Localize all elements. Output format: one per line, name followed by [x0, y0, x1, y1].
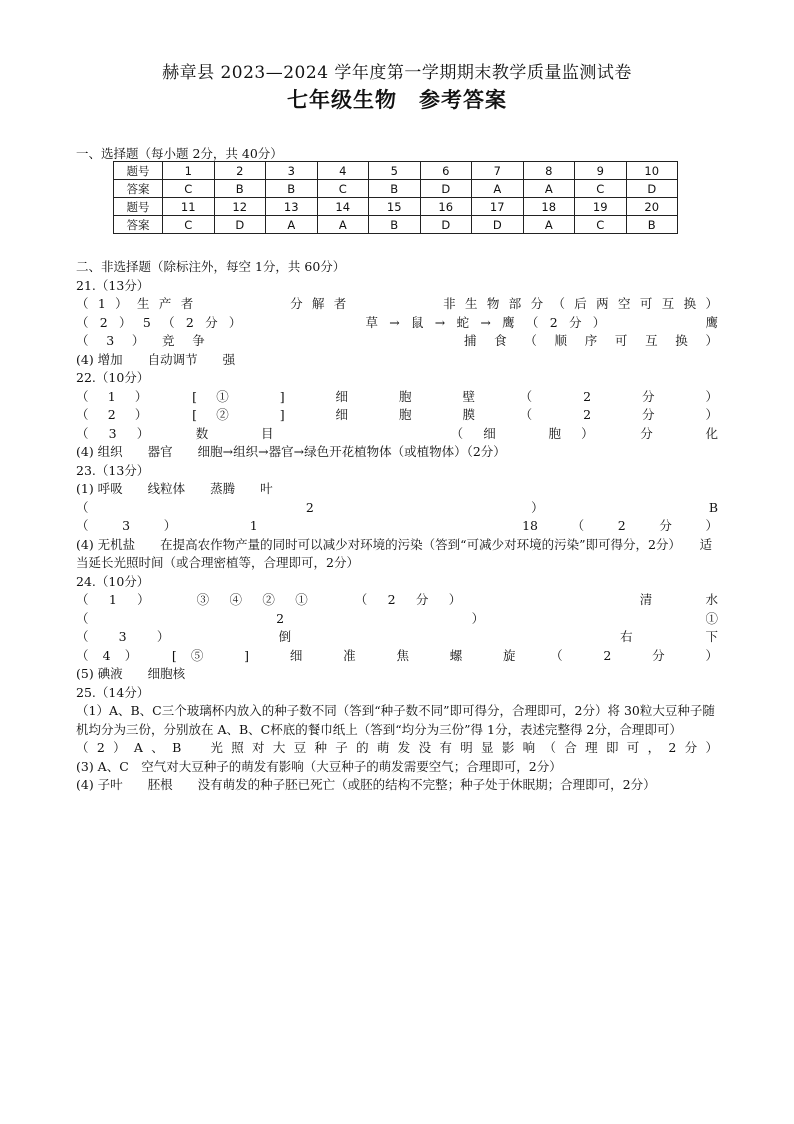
answer-table-cell: 6 — [420, 162, 472, 180]
answer-table-cell: 1 — [163, 162, 215, 180]
answer-table-row-label: 题号 — [114, 162, 163, 180]
answer-table-row-label: 答案 — [114, 180, 163, 198]
answer-table-cell: A — [266, 216, 318, 234]
answer-table-cell: D — [626, 180, 678, 198]
answer-table-cell: 2 — [214, 162, 266, 180]
answer-line: (4) 组织 器官 细胞→组织→器官→绿色开花植物体（或植物体）（2分） — [76, 444, 506, 459]
answer-table-row — [114, 216, 678, 234]
answer-table-cell: 7 — [472, 162, 524, 180]
answer-line: (4) 子叶 胚根 没有萌发的种子胚已死亡（或胚的结构不完整；种子处于休眠期；合理即可，2分） — [76, 777, 656, 792]
section-two — [76, 258, 718, 795]
section-two-answers — [76, 277, 718, 795]
answer-table-cell: 11 — [163, 198, 215, 216]
answer-line: 22.（10分） — [76, 370, 150, 385]
answer-table-cell: A — [523, 216, 575, 234]
answer-table-cell: A — [472, 180, 524, 198]
answer-table-cell: B — [369, 216, 421, 234]
exam-title: 赫章县 2023—2024 学年度第一学期期末教学质量监测试卷 — [162, 63, 632, 83]
answer-table-cell: 12 — [214, 198, 266, 216]
answer-table-cell: 15 — [369, 198, 421, 216]
answer-line: （2） [② ] 细 胞 膜 （ 2 分 ） — [76, 407, 718, 422]
answer-table-cell: 10 — [626, 162, 678, 180]
answer-table-cell: 17 — [472, 198, 524, 216]
answer-table-row-label: 答案 — [114, 216, 163, 234]
answer-table-cell: D — [420, 216, 472, 234]
answer-line: （2）5（2分） 草→鼠→蛇→鹰（2分） 鹰 — [76, 314, 718, 330]
answer-table-cell: 5 — [369, 162, 421, 180]
answer-table-cell: 9 — [575, 162, 627, 180]
answer-key-title: 七年级生物 参考答案 — [287, 87, 507, 112]
answer-table-cell: D — [214, 216, 266, 234]
answer-line: 23.（13分） — [76, 462, 150, 478]
answer-table-cell: D — [420, 180, 472, 198]
answer-table-cell: 3 — [266, 162, 318, 180]
answer-line: （1）生产者 分解者 非生物部分（后两空可互换） — [76, 296, 718, 311]
answer-table-cell: C — [317, 180, 369, 198]
answer-table-cell: C — [163, 216, 215, 234]
answer-line: 21.（13分） — [76, 277, 150, 293]
answer-table-row — [114, 162, 678, 180]
answer-line: （3） 数 目 （细 胞） 分 化 — [76, 425, 718, 441]
section-two-heading: 二、非选择题（除标注外，每空 1分，共 60分） — [76, 259, 346, 274]
answer-line: (3) A、C 空气对大豆种子的萌发有影响（大豆种子的萌发需要空气；合理即可，2分） — [76, 758, 562, 774]
answer-line: （1） ③④②① （2分） 清 水 — [76, 592, 718, 607]
answer-table-cell: B — [626, 216, 678, 234]
answer-table-cell: 4 — [317, 162, 369, 180]
answer-table-cell: C — [575, 216, 627, 234]
answer-table-cell: 20 — [626, 198, 678, 216]
answer-line: （ 2 ） B — [76, 499, 718, 515]
answer-line: （3） 1 18（2分） — [76, 518, 718, 533]
answer-line: （4） [⑤ ] 细 准 焦 螺 旋 （ 2 分 ） — [76, 647, 718, 663]
answer-table-cell: B — [266, 180, 318, 198]
answer-table-row-label: 题号 — [114, 198, 163, 216]
answer-table-cell: 14 — [317, 198, 369, 216]
answer-table-row — [114, 198, 678, 216]
answer-line: (4) 增加 自动调节 强 — [76, 351, 236, 367]
answer-line: (5) 碘液 细胞核 — [76, 666, 186, 681]
answer-table-cell: 8 — [523, 162, 575, 180]
answer-table-cell: 13 — [266, 198, 318, 216]
answer-table-row — [114, 180, 678, 198]
answer-table-cell: C — [575, 180, 627, 198]
answer-table-cell: A — [523, 180, 575, 198]
answer-line: 25.（14分） — [76, 684, 150, 700]
answer-table-cell: B — [214, 180, 266, 198]
section-one-heading: 一、选择题（每小题 2分，共 40分） — [76, 146, 283, 161]
answer-table-cell: 19 — [575, 198, 627, 216]
answer-line: （1） [① ] 细 胞 壁 （ 2 分 ） — [76, 388, 718, 404]
answer-line: (1) 呼吸 线粒体 蒸腾 叶 — [76, 481, 273, 496]
answer-table-cell: B — [369, 180, 421, 198]
answer-line: （3）竞争 捕食（顺序可互换） — [76, 333, 718, 348]
answer-line: 24.（10分） — [76, 573, 150, 589]
answer-table-cell: D — [472, 216, 524, 234]
answer-line: （ 2 ） ① — [76, 610, 718, 626]
answer-table-cell: C — [163, 180, 215, 198]
answer-line: (4) 无机盐 在提高农作物产量的同时可以减少对环境的污染（答到“可减少对环境的污染”即可得分，2分） 适当延长光照时间（或合理密植等，合理即可，2分） — [76, 536, 713, 570]
answer-line: （1）A、B、C三个玻璃杯内放入的种子数不同（答到“种子数不同”即可得分，合理即可，2分）将 30粒大豆种子随机均分为三份，分别放在 A、B、C杯底的餐巾纸上（答到“均分为三份”得 1分，表述完整得 2分，合理即可） — [76, 703, 715, 737]
multiple-choice-answer-table — [113, 161, 678, 234]
answer-line: （2）A、B 光照对大豆种子的萌发没有明显影响（合理即可，2分） — [76, 740, 718, 755]
answer-line: （3） 倒 右 下 — [76, 629, 718, 644]
answer-table-cell: A — [317, 216, 369, 234]
answer-table-cell: 18 — [523, 198, 575, 216]
answer-table-cell: 16 — [420, 198, 472, 216]
